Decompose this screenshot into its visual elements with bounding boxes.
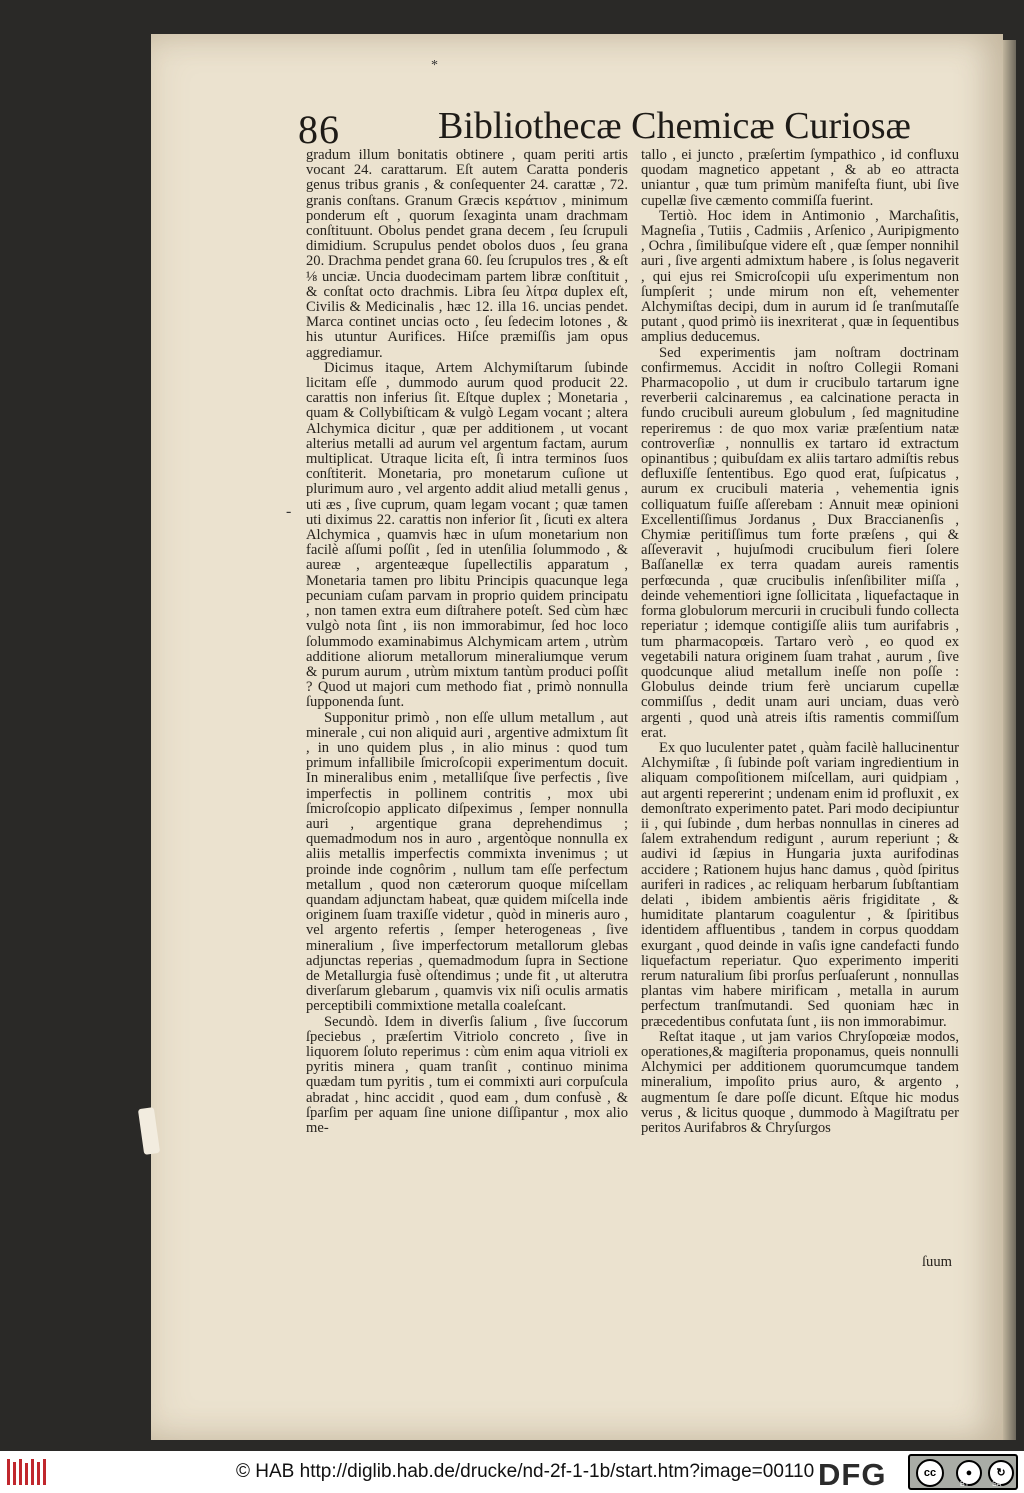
paragraph: gradum illum bonitatis obtinere , quam periti artis vocant 24. carattarum. Eſt autem Caratta ponderis genus tribus granis , & conſequenter 24. carattæ , 72. granis conſtans. Granum Græcis κεράτιον , minimum ponderum eſt , quorum ſexaginta unam drachmam conſtituunt. Obolus pendet grana decem , ſeu ſcrupuli dimidium. Scrupulus pendet obolos duos , ſeu grana 20. Drachma pendet grana 60. ſeu ſcrupulos tres , & eſt ⅛ unciæ. Uncia duodecimam partem libræ conſtituit , & conſtat octo drachmis. Libra ſeu λίτρα duplex eſt, Civilis & Medicinalis , hæc 12. illa 16. uncias pendet. Marca continet uncias octo , ſeu ſedecim lotones , & his utuntur Aurifices. Hiſce præmiſſis jam opus aggrediamur. <box>306 147 628 361</box>
paragraph: Ex quo luculenter patet , quàm facilè hallucinentur Alchymiſtæ , ſi ſubinde poſt variam ingredientium in aliquam compoſitionem miſcellam, auri quidpiam , aut argenti repererint ; undenam enim id profluxit , ex demonſtrato experimento patet. Pari modo decipiuntur ii , qui ſubinde , dum herbas nonnullas in cineres ad ſalem extrahendum redigunt , aurum reperiunt ; & audivi id ſæpius in Hungaria juxta aurifodinas accidere ; Rationem hujus hanc damus , quòd ſpiritus auriferi in radices , ac reliquam herbarum ſubſtantiam delati , ibidem ambientis aëris frigiditate , & humiditate plantarum coagulentur , & ſpiritibus identidem affluentibus , tandem in corpus quoddam exurgant , quod deinde in vaſis igne candefacti fundo liquefactum reperiatur. Quo experimento imperiti rerum naturalium ſibi prorſus perſuaſerunt , nonnullas plantas vim habere mirificam , metalla in aurum perfectum tranſmutandi. Sed quoniam hæc in præcedentibus confutata ſunt , iis non immorabimur. <box>641 739 959 1030</box>
hab-logo-icon[interactable] <box>6 1457 50 1487</box>
margin-mark: - <box>286 503 292 520</box>
catchword: ſuum <box>922 1254 952 1270</box>
paragraph: Sed experimentis jam noſtram doctrinam confirmemus. Accidit in noſtro Collegii Romani Pharmacopolio , ut dum ir crucibulo tartarum igne reverberii calcinaremus , ea calcinatione peracta in fundo crucibuli aureum globulum , ſed magnitudine reperiremus : de quo mox variæ præſentium natæ controverſiæ , nonnullis ex tartaro id extractum opinantibus ; quibuſdam ex aliis tartaro admiſtis rebus defluxiſſe ſententibus. Ego quod erat, ſuſpicatus , aurum ex crucibuli materia , vehementia ignis colliquatum fuiſſe aſſerebam : Annuit meæ opinioni Excellentiſſimus Jordanus , Dux Braccianenſis , Chymiæ peritiſſimus tum forte præſens , qui & aſſeveravit , hujuſmodi crucibulum fieri ſolere Baſſanellæ ex terra quadam aureis ramentis perfœcunda , quæ crucibulis inſenſibiliter miſſa , deinde vehementiori igne ſollicitata , liquefactaque in forma globulorum mercurii in crucibuli fundo collecta reperiatur ; idemque contigiſſe aliis tum aurifabris , tum pharmacopœis. Tartaro verò , eo quod ex vegetabili natura originem ſuam trahat , aurum , ſive quodcunque aliud metallum ineſſe non poſſe : Globulus deinde trium ferè unciarum cupellæ commiſſus , dedit unam auri unciam, duas verò argenti , quod unà atreis iſtis ramentis commiſſum erat. <box>641 344 959 741</box>
paragraph: Secundò. Idem in diverſis ſalium , ſive ſuccorum ſpeciebus , præſertim Vitriolo concreto , ſive in liquorem ſoluto reperimus : cùm enim aqua vitrioli ex pyritis minera , quam tranſit , continuo minima quædam tum pyritis , tum ei commixti auri corpuſcula abradat , hinc accidit , quod eam , dum confusè , & ſparſim per aquam ſine unione diſſipantur , mox alio me- <box>306 1013 628 1136</box>
credit-link[interactable]: © HAB http://diglib.hab.de/drucke/nd-2f-1-1b/start.htm?image=00110 <box>236 1461 815 1482</box>
right-column <box>641 148 959 1136</box>
page-edge <box>1003 40 1016 1440</box>
license-by-label: BY <box>960 1481 970 1488</box>
share-alike-icon: ↻ <box>988 1460 1014 1486</box>
page-number: 86 <box>298 107 340 152</box>
left-column <box>306 148 628 1136</box>
paragraph: Reſtat itaque , ut jam varios Chryſopœiæ modos, operationes,& magiſteria proponamus, queis nonnulli Alchymici per additionem quorumcumque tandem mineralium, impoſito prius auro, & argento , augmentum ſe dare poſſe dicunt. Eſtque hic modus verus , & licitus quoque , dummodo à Magiſtratu per peritos Aurifabros & Chryſurgos <box>641 1028 959 1136</box>
viewer-footer <box>0 1451 1024 1493</box>
cc-icon: cc <box>916 1459 944 1487</box>
cc-license-badge[interactable] <box>908 1454 1018 1490</box>
paragraph: Supponitur primò , non eſſe ullum metallum , aut minerale , cui non aliquid auri , argentive admixtum ſit , in uno quidem plus , in alio minus : quod tum primum infallibile ſmicroſcopii experimentum docuit. In mineralibus enim , metalliſque ſive perfectis , ſive imperfectis in pollinem contritis , mox ubi ſmicroſcopio applicato diſpeximus , ſemper nonnulla auri , argentique grana deprehendimus ; quemadmodum nos in auro , argentòque nonnulla ex aliis metallis imperfectis commixta invenimus ; ut proinde inde cognôrim , nullum tam eſſe perfectum metallum , quod non cæterorum quoque miſcellam quandam adjunctam habeat, quæ quidem miſcella inde originem ſuam traxiſſe videtur , quòd in mineris auro , vel argento refertis , ſemper heterogeneas , ſive mineralium , ſive imperfectorum metallorum glebas adjunctas reperias , quemadmodum ſupra in Sectione de Metallurgia fusè oſtendimus ; unde fit , ut alterutra diverſarum glebarum , quamvis vix niſi oculis armatis perceptibili commixtione metalla coaleſcant. <box>306 709 628 1015</box>
paragraph: Dicimus itaque, Artem Alchymiſtarum ſubinde licitam eſſe , dummodo aurum quod producit 22. carattis non inferius ſit. Eſtque duplex ; Monetaria , quam & Collybiſticam & vulgò Legam vocant ; altera Alchymica dicitur , quæ per additionem , ut vocant alterius metalli ad aurum vel argentum factam, aurum multiplicat. Utraque licita eſt, ſi intra terminos ſuos conſtiterit. Monetaria, pro monetarum cuſione ut plurimum auro , vel argento addit aliud metalli genus , uti æs , ſive cuprum, quam legam vocant ; quæ tamen uti diximus 22. carattis non inferior ſit , ſicuti ex altera Alchymica , quamvis hæc in uſum monetarium non facilè aſſumi poſſit , ſed in utenſilia ſolummodo , & aureæ , argenteæque ſupellectilis apparatum , Monetaria tamen pro libitu Principis quacunque lega pecuniam cuſam parvam in proprio quidem principatu , non tamen extra eum diſtrahere poteſt. Sed cùm hæc vulgò nota ſint , iis non immorabimur, ſed hoc loco ſolummodo examinabimus Alchymicam artem , utrùm additione aliorum metallorum mineraliumque verum & purum aurum , utrùm mixtum tantùm produci poſſit ? Quod ut majori cum methodo fiat , primò nonnulla ſupponenda ſunt. <box>306 359 628 711</box>
dfg-logo[interactable]: DFG <box>818 1457 887 1492</box>
paragraph: Tertiò. Hoc idem in Antimonio , Marchaſitis, Magneſia , Tutiis , Cadmiis , Arſenico , Auripigmento , Ochra , ſimilibuſque videre eſt , quæ ſemper nonnihil auri , ſive argenti admixtum habere , is ſolus negaverit , qui ejus rei Smicroſcopii uſu experimentum non ſumpſerit ; unde mirum non eſt, vehementer Alchymiſtas decipi, dum in aurum id ſe tranſmutaſſe putant , quod primò iis inexriterat , quæ in ſequentibus amplius deducemus. <box>641 207 959 346</box>
ornament: * <box>431 58 438 73</box>
attribution-icon: ● <box>956 1460 982 1486</box>
paragraph: tallo , ei juncto , præſertim ſympathico , id confluxu quodam magnetico appetant , & ab eo attracta uniantur , quæ tum primùm manifeſta fiunt, ubi ſive cupellæ ſive cæmento commiſſa fuerint. <box>641 147 959 209</box>
license-sa-label: SA <box>992 1481 1002 1488</box>
running-head: Bibliothecæ Chemicæ Curiosæ <box>438 105 911 147</box>
